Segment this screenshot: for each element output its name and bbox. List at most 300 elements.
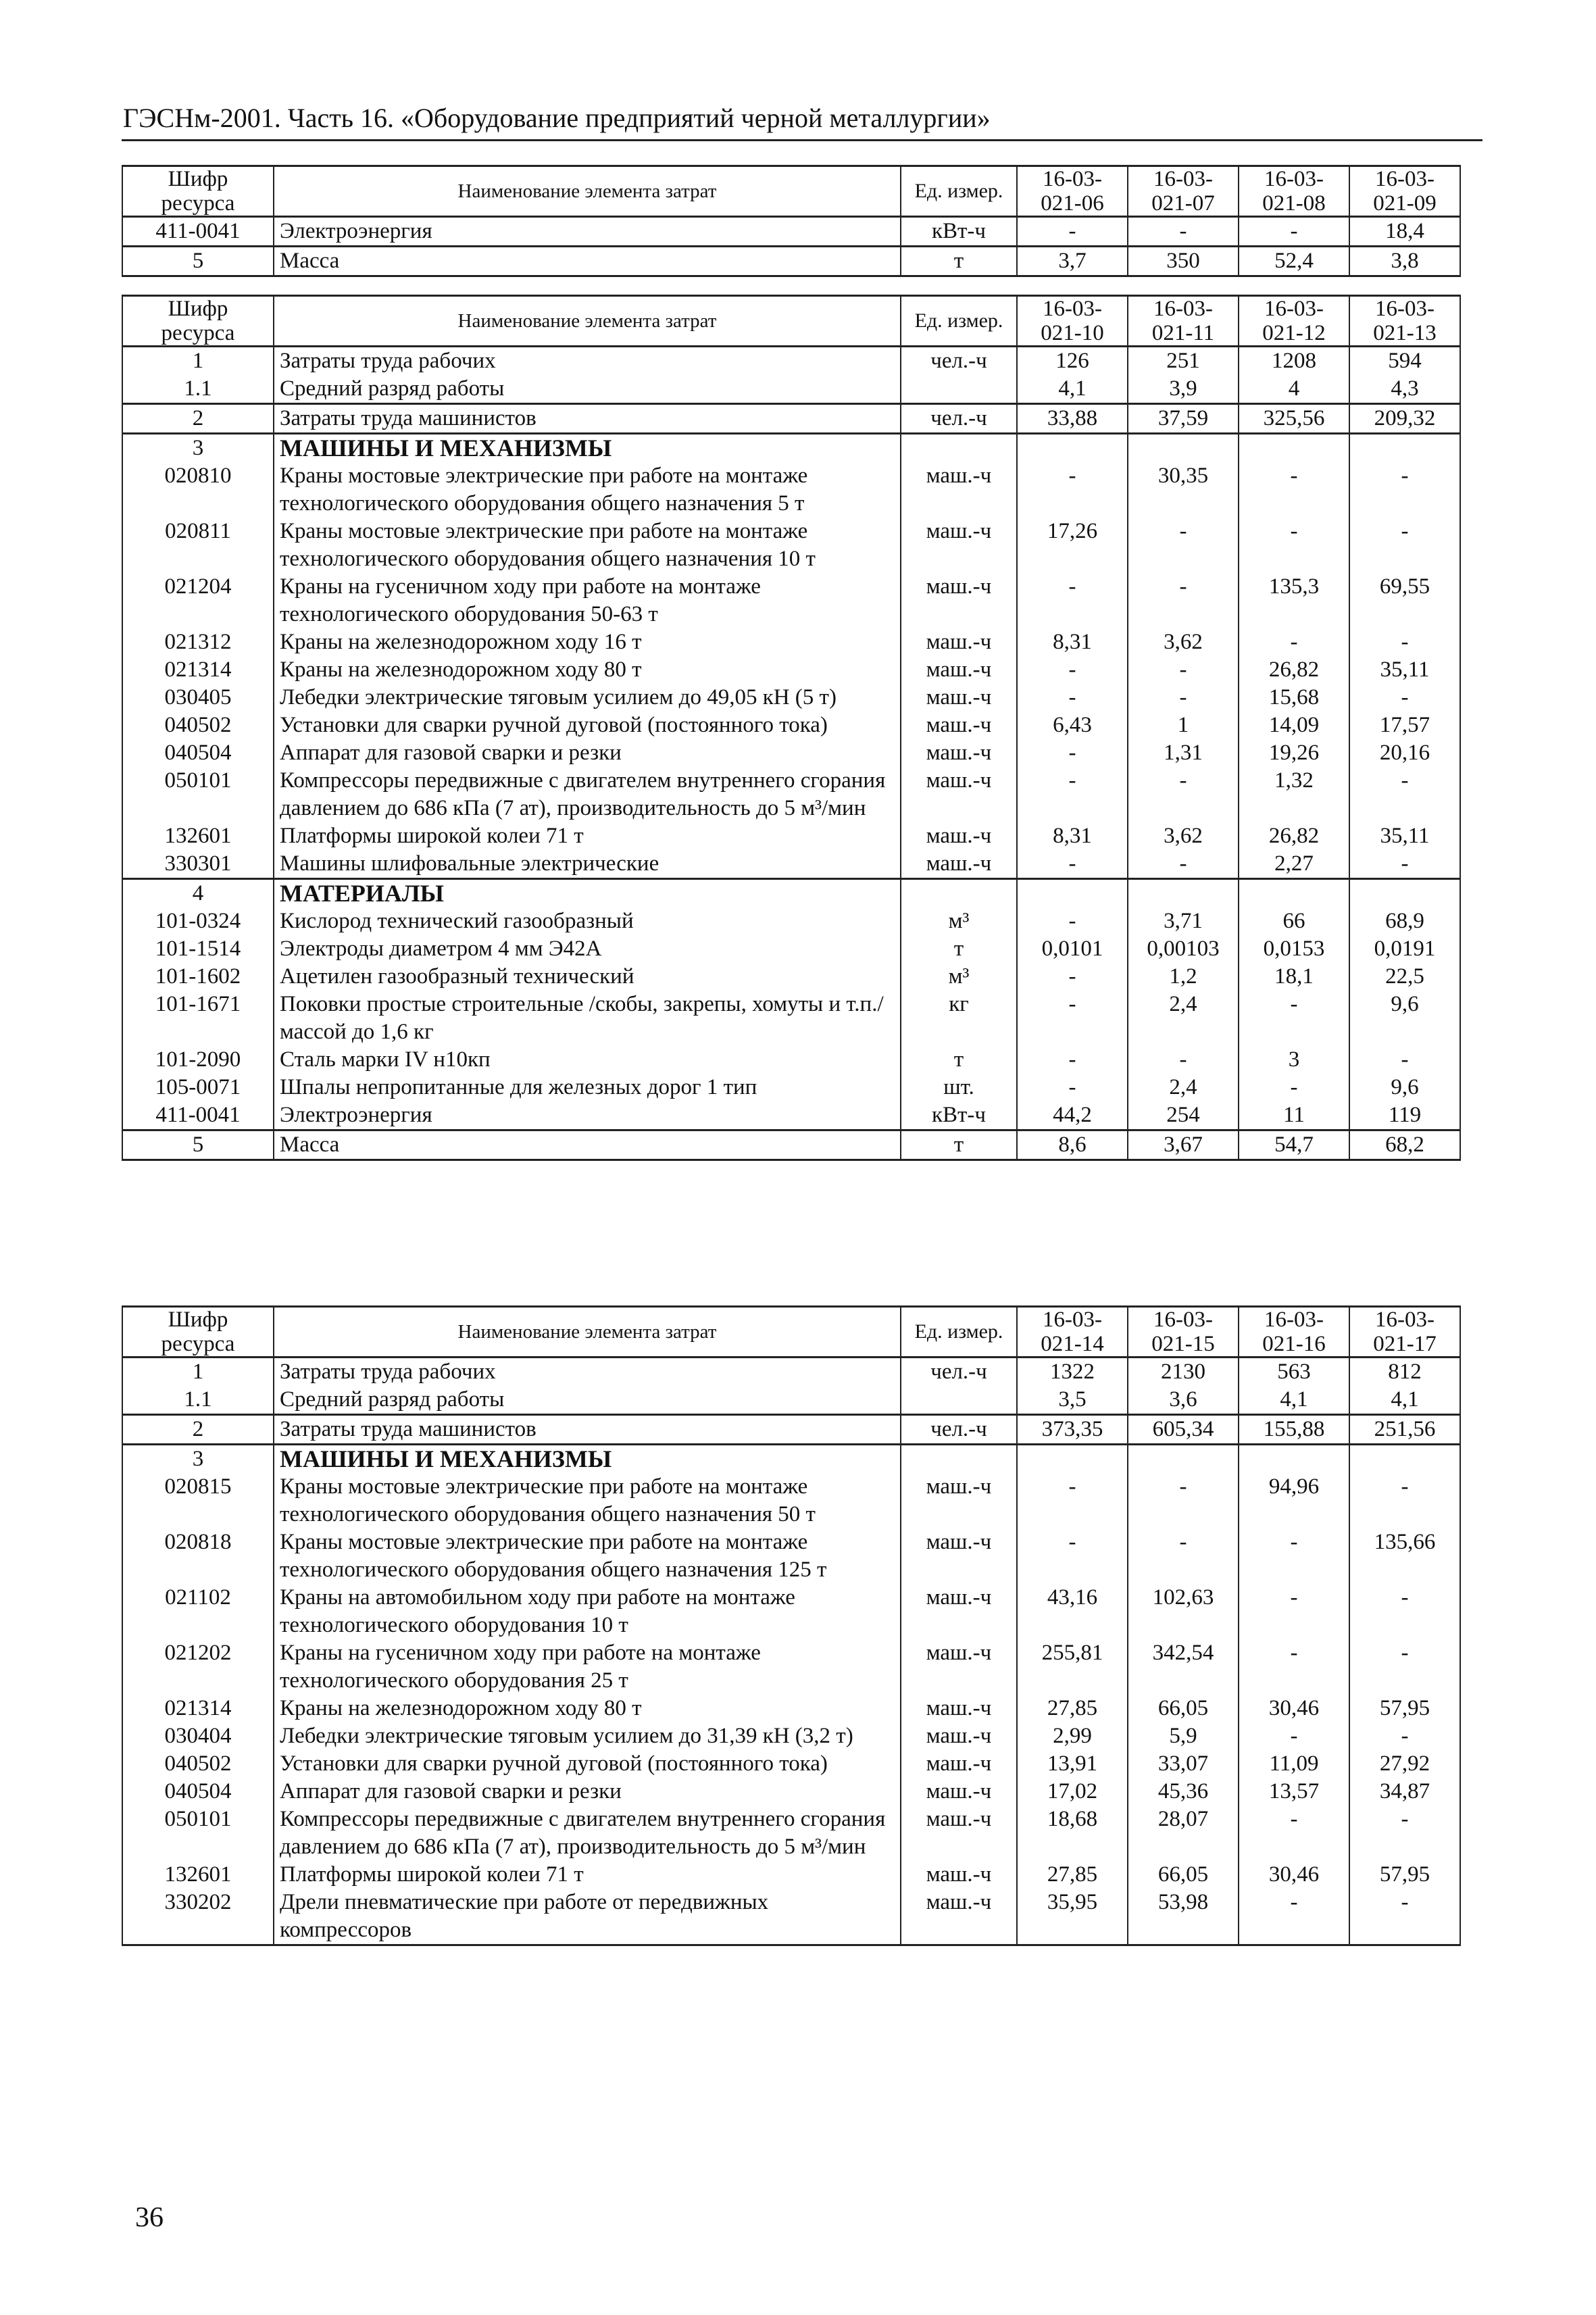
norm-value: - bbox=[1128, 1046, 1239, 1074]
cost-element-name: Краны на гусеничном ходу при работе на монтаже технологического оборудования 50-63 т bbox=[274, 573, 901, 628]
norm-value: 2130 bbox=[1128, 1358, 1239, 1387]
norm-value: 255,81 bbox=[1017, 1639, 1128, 1695]
resource-code: 040502 bbox=[122, 712, 274, 739]
cost-element-name: Компрессоры передвижные с двигателем внутреннего сгорания давлением до 686 кПа (7 ат), производительность до 5 м³/мин bbox=[274, 767, 901, 822]
norm-value: - bbox=[1349, 1889, 1460, 1945]
column-header-line: 16-03- bbox=[1153, 297, 1213, 321]
norm-value: 4,1 bbox=[1349, 1386, 1460, 1415]
table-row bbox=[122, 963, 1460, 991]
resource-code: 021312 bbox=[122, 628, 274, 656]
cost-element-name: Шпалы непропитанные для железных дорог 1 тип bbox=[274, 1074, 901, 1101]
norm-value: 27,85 bbox=[1017, 1861, 1128, 1889]
column-header bbox=[1017, 296, 1128, 347]
unit-of-measure: маш.-ч bbox=[901, 1722, 1017, 1750]
norm-value: 373,35 bbox=[1017, 1415, 1128, 1445]
norm-value: 57,95 bbox=[1349, 1695, 1460, 1722]
norm-value: 18,68 bbox=[1017, 1806, 1128, 1861]
norm-value: - bbox=[1017, 1528, 1128, 1584]
unit-of-measure: маш.-ч bbox=[901, 1861, 1017, 1889]
norm-value: - bbox=[1017, 739, 1128, 767]
norm-value bbox=[1128, 1445, 1239, 1474]
norm-value: - bbox=[1128, 518, 1239, 573]
table-row bbox=[122, 1445, 1460, 1474]
cost-element-name: Затраты труда рабочих bbox=[274, 347, 901, 376]
norm-value: 30,46 bbox=[1239, 1861, 1349, 1889]
norm-value: 53,98 bbox=[1128, 1889, 1239, 1945]
cost-element-name: Установки для сварки ручной дуговой (постоянного тока) bbox=[274, 712, 901, 739]
unit-of-measure bbox=[901, 1386, 1017, 1415]
norm-value: - bbox=[1017, 217, 1128, 247]
table-row bbox=[122, 656, 1460, 684]
unit-of-measure: маш.-ч bbox=[901, 628, 1017, 656]
cost-element-name: Поковки простые строительные /скобы, закрепы, хомуты и т.п./ массой до 1,6 кг bbox=[274, 991, 901, 1046]
norm-value: 3,62 bbox=[1128, 628, 1239, 656]
norm-value bbox=[1349, 434, 1460, 463]
table-header-row bbox=[122, 296, 1460, 347]
resource-code: 030404 bbox=[122, 1722, 274, 1750]
column-header-line: 021-14 bbox=[1041, 1332, 1104, 1356]
resource-code: 101-1514 bbox=[122, 935, 274, 963]
unit-of-measure bbox=[901, 375, 1017, 404]
norm-value: 9,6 bbox=[1349, 991, 1460, 1046]
column-header-line: 021-08 bbox=[1262, 191, 1326, 216]
column-header-line: ресурса bbox=[161, 191, 235, 216]
norm-value: - bbox=[1349, 1806, 1460, 1861]
unit-of-measure: т bbox=[901, 1130, 1017, 1160]
norm-value: 3,5 bbox=[1017, 1386, 1128, 1415]
table-row bbox=[122, 434, 1460, 463]
resource-code: 101-1602 bbox=[122, 963, 274, 991]
table-header-row bbox=[122, 1307, 1460, 1358]
norm-value: 11,09 bbox=[1239, 1750, 1349, 1778]
cost-element-name: Краны мостовые электрические при работе на монтаже технологического оборудования общего назначения 125 т bbox=[274, 1528, 901, 1584]
norm-value: 66 bbox=[1239, 907, 1349, 935]
norm-value: 18,1 bbox=[1239, 963, 1349, 991]
table-row bbox=[122, 1046, 1460, 1074]
column-header-line: 021-16 bbox=[1262, 1332, 1326, 1356]
cost-element-name: Краны на железнодорожном ходу 80 т bbox=[274, 1695, 901, 1722]
norm-value: 17,02 bbox=[1017, 1778, 1128, 1806]
column-header-line: 021-12 bbox=[1262, 321, 1326, 345]
resource-code: 5 bbox=[122, 1130, 274, 1160]
norm-value bbox=[1239, 879, 1349, 908]
cost-element-name: Краны на автомобильном ходу при работе на монтаже технологического оборудования 10 т bbox=[274, 1584, 901, 1639]
norm-value: 4,3 bbox=[1349, 375, 1460, 404]
norm-value: - bbox=[1017, 767, 1128, 822]
unit-of-measure: чел.-ч bbox=[901, 404, 1017, 434]
norm-value: 2,99 bbox=[1017, 1722, 1128, 1750]
table-row bbox=[122, 1101, 1460, 1130]
cost-element-name: Аппарат для газовой сварки и резки bbox=[274, 739, 901, 767]
norm-value: - bbox=[1128, 573, 1239, 628]
table-row bbox=[122, 1889, 1460, 1945]
resource-code: 4 bbox=[122, 879, 274, 908]
norm-value: - bbox=[1349, 1046, 1460, 1074]
norm-value: 2,4 bbox=[1128, 1074, 1239, 1101]
column-header-line: 16-03- bbox=[1375, 167, 1435, 191]
column-header-line: Ед. измер. bbox=[914, 180, 1003, 202]
norm-value: 5,9 bbox=[1128, 1722, 1239, 1750]
column-header-line: 16-03- bbox=[1043, 1308, 1102, 1332]
norm-value: 52,4 bbox=[1239, 247, 1349, 276]
table-row bbox=[122, 822, 1460, 850]
norm-value: 254 bbox=[1128, 1101, 1239, 1130]
unit-of-measure: маш.-ч bbox=[901, 1528, 1017, 1584]
unit-of-measure: маш.-ч bbox=[901, 1750, 1017, 1778]
norm-value: - bbox=[1349, 1639, 1460, 1695]
norm-value: - bbox=[1017, 1473, 1128, 1528]
norm-value: 18,4 bbox=[1349, 217, 1460, 247]
norm-value bbox=[1349, 1445, 1460, 1474]
norm-value: 135,3 bbox=[1239, 573, 1349, 628]
cost-element-name: Краны мостовые электрические при работе на монтаже технологического оборудования общего назначения 10 т bbox=[274, 518, 901, 573]
norm-value bbox=[1128, 434, 1239, 463]
unit-of-measure: маш.-ч bbox=[901, 767, 1017, 822]
norm-value: 605,34 bbox=[1128, 1415, 1239, 1445]
cost-element-name: Ацетилен газообразный технический bbox=[274, 963, 901, 991]
norm-value: 0,0101 bbox=[1017, 935, 1128, 963]
unit-of-measure: маш.-ч bbox=[901, 1778, 1017, 1806]
unit-of-measure: маш.-ч bbox=[901, 573, 1017, 628]
cost-table bbox=[122, 165, 1461, 277]
resource-code: 1 bbox=[122, 347, 274, 376]
norm-value: - bbox=[1239, 1639, 1349, 1695]
resource-code: 030405 bbox=[122, 684, 274, 712]
norm-value: - bbox=[1239, 628, 1349, 656]
resource-code: 021202 bbox=[122, 1639, 274, 1695]
norm-value: 3,67 bbox=[1128, 1130, 1239, 1160]
table-row bbox=[122, 347, 1460, 376]
resource-code: 020818 bbox=[122, 1528, 274, 1584]
unit-of-measure: шт. bbox=[901, 1074, 1017, 1101]
table-row bbox=[122, 1528, 1460, 1584]
column-header bbox=[1239, 1307, 1349, 1358]
unit-of-measure: кг bbox=[901, 991, 1017, 1046]
table-row bbox=[122, 1639, 1460, 1695]
table-row bbox=[122, 1358, 1460, 1387]
norm-value: - bbox=[1239, 1722, 1349, 1750]
column-header-line: 021-09 bbox=[1373, 191, 1437, 216]
unit-of-measure: кВт-ч bbox=[901, 217, 1017, 247]
unit-of-measure: маш.-ч bbox=[901, 462, 1017, 518]
norm-value: 119 bbox=[1349, 1101, 1460, 1130]
column-header-line: 16-03- bbox=[1043, 297, 1102, 321]
norm-value: 35,11 bbox=[1349, 822, 1460, 850]
norm-value: 1208 bbox=[1239, 347, 1349, 376]
unit-of-measure: чел.-ч bbox=[901, 347, 1017, 376]
norm-value: 8,31 bbox=[1017, 628, 1128, 656]
resource-code: 021314 bbox=[122, 1695, 274, 1722]
norm-value: 350 bbox=[1128, 247, 1239, 276]
cost-element-name: Платформы широкой колеи 71 т bbox=[274, 1861, 901, 1889]
norm-value: 3,6 bbox=[1128, 1386, 1239, 1415]
table-row bbox=[122, 684, 1460, 712]
norm-value: 37,59 bbox=[1128, 404, 1239, 434]
unit-of-measure: м³ bbox=[901, 907, 1017, 935]
table-row bbox=[122, 850, 1460, 879]
cost-element-name: Масса bbox=[274, 1130, 901, 1160]
column-header-line: 16-03- bbox=[1264, 297, 1324, 321]
norm-value: 43,16 bbox=[1017, 1584, 1128, 1639]
column-header bbox=[274, 166, 901, 217]
column-header-line: 021-07 bbox=[1151, 191, 1215, 216]
norm-value: - bbox=[1017, 656, 1128, 684]
unit-of-measure: маш.-ч bbox=[901, 1806, 1017, 1861]
norm-value: 3,9 bbox=[1128, 375, 1239, 404]
norm-value: 69,55 bbox=[1349, 573, 1460, 628]
resource-code: 050101 bbox=[122, 767, 274, 822]
norm-value: - bbox=[1239, 462, 1349, 518]
resource-code: 040502 bbox=[122, 1750, 274, 1778]
column-header-line: 16-03- bbox=[1153, 167, 1213, 191]
column-header-line: 16-03- bbox=[1375, 1308, 1435, 1332]
norm-value: - bbox=[1017, 1046, 1128, 1074]
cost-element-name: Электроэнергия bbox=[274, 1101, 901, 1130]
column-header bbox=[901, 166, 1017, 217]
unit-of-measure: т bbox=[901, 935, 1017, 963]
norm-value: - bbox=[1239, 1528, 1349, 1584]
cost-element-name: Затраты труда машинистов bbox=[274, 404, 901, 434]
cost-element-name: Затраты труда рабочих bbox=[274, 1358, 901, 1387]
column-header-line: Наименование элемента затрат bbox=[457, 180, 717, 202]
column-header bbox=[1017, 1307, 1128, 1358]
norm-value: - bbox=[1128, 656, 1239, 684]
norm-value: 209,32 bbox=[1349, 404, 1460, 434]
cost-element-name: МАШИНЫ И МЕХАНИЗМЫ bbox=[274, 1445, 901, 1474]
norm-value: - bbox=[1128, 1528, 1239, 1584]
norm-value: - bbox=[1017, 963, 1128, 991]
unit-of-measure: маш.-ч bbox=[901, 739, 1017, 767]
column-header-line: 16-03- bbox=[1264, 1308, 1324, 1332]
norm-value: 4,1 bbox=[1017, 375, 1128, 404]
norm-value: 1 bbox=[1128, 712, 1239, 739]
table-row bbox=[122, 462, 1460, 518]
norm-value: 19,26 bbox=[1239, 739, 1349, 767]
norm-value: 26,82 bbox=[1239, 656, 1349, 684]
cost-element-name: Краны на гусеничном ходу при работе на монтаже технологического оборудования 25 т bbox=[274, 1639, 901, 1695]
resource-code: 330202 bbox=[122, 1889, 274, 1945]
unit-of-measure: м³ bbox=[901, 963, 1017, 991]
norm-value: 135,66 bbox=[1349, 1528, 1460, 1584]
cost-element-name: Платформы широкой колеи 71 т bbox=[274, 822, 901, 850]
norm-value: 2,4 bbox=[1128, 991, 1239, 1046]
norm-value: - bbox=[1349, 850, 1460, 879]
norm-value: - bbox=[1128, 767, 1239, 822]
norm-value: 66,05 bbox=[1128, 1695, 1239, 1722]
column-header bbox=[1349, 1307, 1460, 1358]
column-header-line: Наименование элемента затрат bbox=[457, 1321, 717, 1343]
norm-value: 54,7 bbox=[1239, 1130, 1349, 1160]
norm-value: 8,31 bbox=[1017, 822, 1128, 850]
unit-of-measure: маш.-ч bbox=[901, 1584, 1017, 1639]
header-divider bbox=[122, 139, 1482, 141]
norm-value: 35,11 bbox=[1349, 656, 1460, 684]
resource-code: 330301 bbox=[122, 850, 274, 879]
table-row bbox=[122, 1473, 1460, 1528]
norm-value: 251,56 bbox=[1349, 1415, 1460, 1445]
unit-of-measure: чел.-ч bbox=[901, 1415, 1017, 1445]
column-header bbox=[274, 296, 901, 347]
norm-value: 1,2 bbox=[1128, 963, 1239, 991]
column-header-line: Наименование элемента затрат bbox=[457, 310, 717, 332]
column-header bbox=[1128, 296, 1239, 347]
cost-element-name: Краны мостовые электрические при работе на монтаже технологического оборудования общего назначения 5 т bbox=[274, 462, 901, 518]
column-header bbox=[1128, 166, 1239, 217]
norm-value: 0,00103 bbox=[1128, 935, 1239, 963]
norm-value: - bbox=[1349, 628, 1460, 656]
norm-value: - bbox=[1128, 1473, 1239, 1528]
norm-value: 15,68 bbox=[1239, 684, 1349, 712]
unit-of-measure: чел.-ч bbox=[901, 1358, 1017, 1387]
norm-value: 66,05 bbox=[1128, 1861, 1239, 1889]
norm-value: 27,85 bbox=[1017, 1695, 1128, 1722]
table-row bbox=[122, 404, 1460, 434]
norm-value: - bbox=[1239, 1074, 1349, 1101]
cost-element-name: Аппарат для газовой сварки и резки bbox=[274, 1778, 901, 1806]
column-header bbox=[1349, 296, 1460, 347]
table-header-row bbox=[122, 166, 1460, 217]
resource-code: 050101 bbox=[122, 1806, 274, 1861]
norm-value: 20,16 bbox=[1349, 739, 1460, 767]
cost-element-name: Средний разряд работы bbox=[274, 375, 901, 404]
norm-value: 13,57 bbox=[1239, 1778, 1349, 1806]
column-header bbox=[1128, 1307, 1239, 1358]
resource-code: 132601 bbox=[122, 822, 274, 850]
norm-value bbox=[1017, 1445, 1128, 1474]
table-row bbox=[122, 1750, 1460, 1778]
norm-value: 0,0191 bbox=[1349, 935, 1460, 963]
norm-value: - bbox=[1239, 1806, 1349, 1861]
norm-value: 3,62 bbox=[1128, 822, 1239, 850]
norm-value bbox=[1349, 879, 1460, 908]
norm-value: 812 bbox=[1349, 1358, 1460, 1387]
table-row bbox=[122, 739, 1460, 767]
table-row bbox=[122, 1861, 1460, 1889]
page-header: ГЭСНм-2001. Часть 16. «Оборудование предприятий черной металлургии» bbox=[123, 103, 991, 133]
column-header-line: 021-10 bbox=[1041, 321, 1104, 345]
cost-element-name: Краны на железнодорожном ходу 16 т bbox=[274, 628, 901, 656]
column-header bbox=[1349, 166, 1460, 217]
column-header-line: Шифр bbox=[168, 167, 228, 191]
table-row bbox=[122, 628, 1460, 656]
norm-value: 1,32 bbox=[1239, 767, 1349, 822]
norm-value: - bbox=[1017, 850, 1128, 879]
column-header-line: Шифр bbox=[168, 297, 228, 321]
norm-value: 325,56 bbox=[1239, 404, 1349, 434]
column-header-line: 16-03- bbox=[1264, 167, 1324, 191]
norm-value: 26,82 bbox=[1239, 822, 1349, 850]
resource-code: 5 bbox=[122, 247, 274, 276]
norm-value: 1322 bbox=[1017, 1358, 1128, 1387]
norm-value: 30,46 bbox=[1239, 1695, 1349, 1722]
column-header-line: Ед. измер. bbox=[914, 1320, 1003, 1343]
norm-value: 35,95 bbox=[1017, 1889, 1128, 1945]
resource-code: 101-1671 bbox=[122, 991, 274, 1046]
norm-value: - bbox=[1239, 518, 1349, 573]
norm-value: 4 bbox=[1239, 375, 1349, 404]
column-header-line: 16-03- bbox=[1153, 1308, 1213, 1332]
norm-value: - bbox=[1017, 462, 1128, 518]
resource-code: 021102 bbox=[122, 1584, 274, 1639]
norm-value: - bbox=[1017, 1074, 1128, 1101]
table-row bbox=[122, 712, 1460, 739]
column-header bbox=[1017, 166, 1128, 217]
resource-code: 020811 bbox=[122, 518, 274, 573]
norm-value: - bbox=[1349, 1584, 1460, 1639]
resource-code: 020815 bbox=[122, 1473, 274, 1528]
norm-value: 45,36 bbox=[1128, 1778, 1239, 1806]
norm-value bbox=[1017, 434, 1128, 463]
norm-value: 3,8 bbox=[1349, 247, 1460, 276]
norm-value: - bbox=[1017, 684, 1128, 712]
column-header bbox=[1239, 166, 1349, 217]
norm-value: - bbox=[1349, 767, 1460, 822]
norm-value: 13,91 bbox=[1017, 1750, 1128, 1778]
norm-value: - bbox=[1239, 1584, 1349, 1639]
norm-value: 57,95 bbox=[1349, 1861, 1460, 1889]
resource-code: 1.1 bbox=[122, 375, 274, 404]
norm-value: - bbox=[1349, 684, 1460, 712]
resource-code: 101-2090 bbox=[122, 1046, 274, 1074]
norm-value: 17,26 bbox=[1017, 518, 1128, 573]
norm-value: - bbox=[1349, 462, 1460, 518]
cost-element-name: МАТЕРИАЛЫ bbox=[274, 879, 901, 908]
norm-value: 102,63 bbox=[1128, 1584, 1239, 1639]
norm-value: 2,27 bbox=[1239, 850, 1349, 879]
column-header-line: 021-17 bbox=[1373, 1332, 1437, 1356]
unit-of-measure: т bbox=[901, 247, 1017, 276]
table-row bbox=[122, 907, 1460, 935]
norm-value bbox=[1128, 879, 1239, 908]
norm-value: 342,54 bbox=[1128, 1639, 1239, 1695]
table-row bbox=[122, 1806, 1460, 1861]
cost-element-name: Средний разряд работы bbox=[274, 1386, 901, 1415]
norm-value: 126 bbox=[1017, 347, 1128, 376]
norm-value: 563 bbox=[1239, 1358, 1349, 1387]
cost-element-name: Затраты труда машинистов bbox=[274, 1415, 901, 1445]
norm-value: 3,7 bbox=[1017, 247, 1128, 276]
resource-code: 3 bbox=[122, 1445, 274, 1474]
cost-element-name: Машины шлифовальные электрические bbox=[274, 850, 901, 879]
column-header bbox=[1239, 296, 1349, 347]
norm-value: 8,6 bbox=[1017, 1130, 1128, 1160]
norm-value: 1,31 bbox=[1128, 739, 1239, 767]
cost-element-name: Лебедки электрические тяговым усилием до 31,39 кН (3,2 т) bbox=[274, 1722, 901, 1750]
table-row bbox=[122, 1722, 1460, 1750]
norm-value: 3,71 bbox=[1128, 907, 1239, 935]
unit-of-measure: маш.-ч bbox=[901, 712, 1017, 739]
norm-value: - bbox=[1239, 991, 1349, 1046]
column-header-line: 021-13 bbox=[1373, 321, 1437, 345]
column-header bbox=[122, 166, 274, 217]
resource-code: 2 bbox=[122, 1415, 274, 1445]
norm-value: - bbox=[1239, 217, 1349, 247]
table-row bbox=[122, 767, 1460, 822]
column-header-line: 16-03- bbox=[1375, 297, 1435, 321]
resource-code: 1.1 bbox=[122, 1386, 274, 1415]
norm-value: 11 bbox=[1239, 1101, 1349, 1130]
unit-of-measure: маш.-ч bbox=[901, 684, 1017, 712]
column-header-line: ресурса bbox=[161, 321, 235, 345]
norm-value: - bbox=[1349, 1473, 1460, 1528]
table-row bbox=[122, 879, 1460, 908]
norm-value: 68,9 bbox=[1349, 907, 1460, 935]
table-row bbox=[122, 1074, 1460, 1101]
unit-of-measure bbox=[901, 434, 1017, 463]
resource-code: 040504 bbox=[122, 739, 274, 767]
table-row bbox=[122, 573, 1460, 628]
norm-value: 155,88 bbox=[1239, 1415, 1349, 1445]
